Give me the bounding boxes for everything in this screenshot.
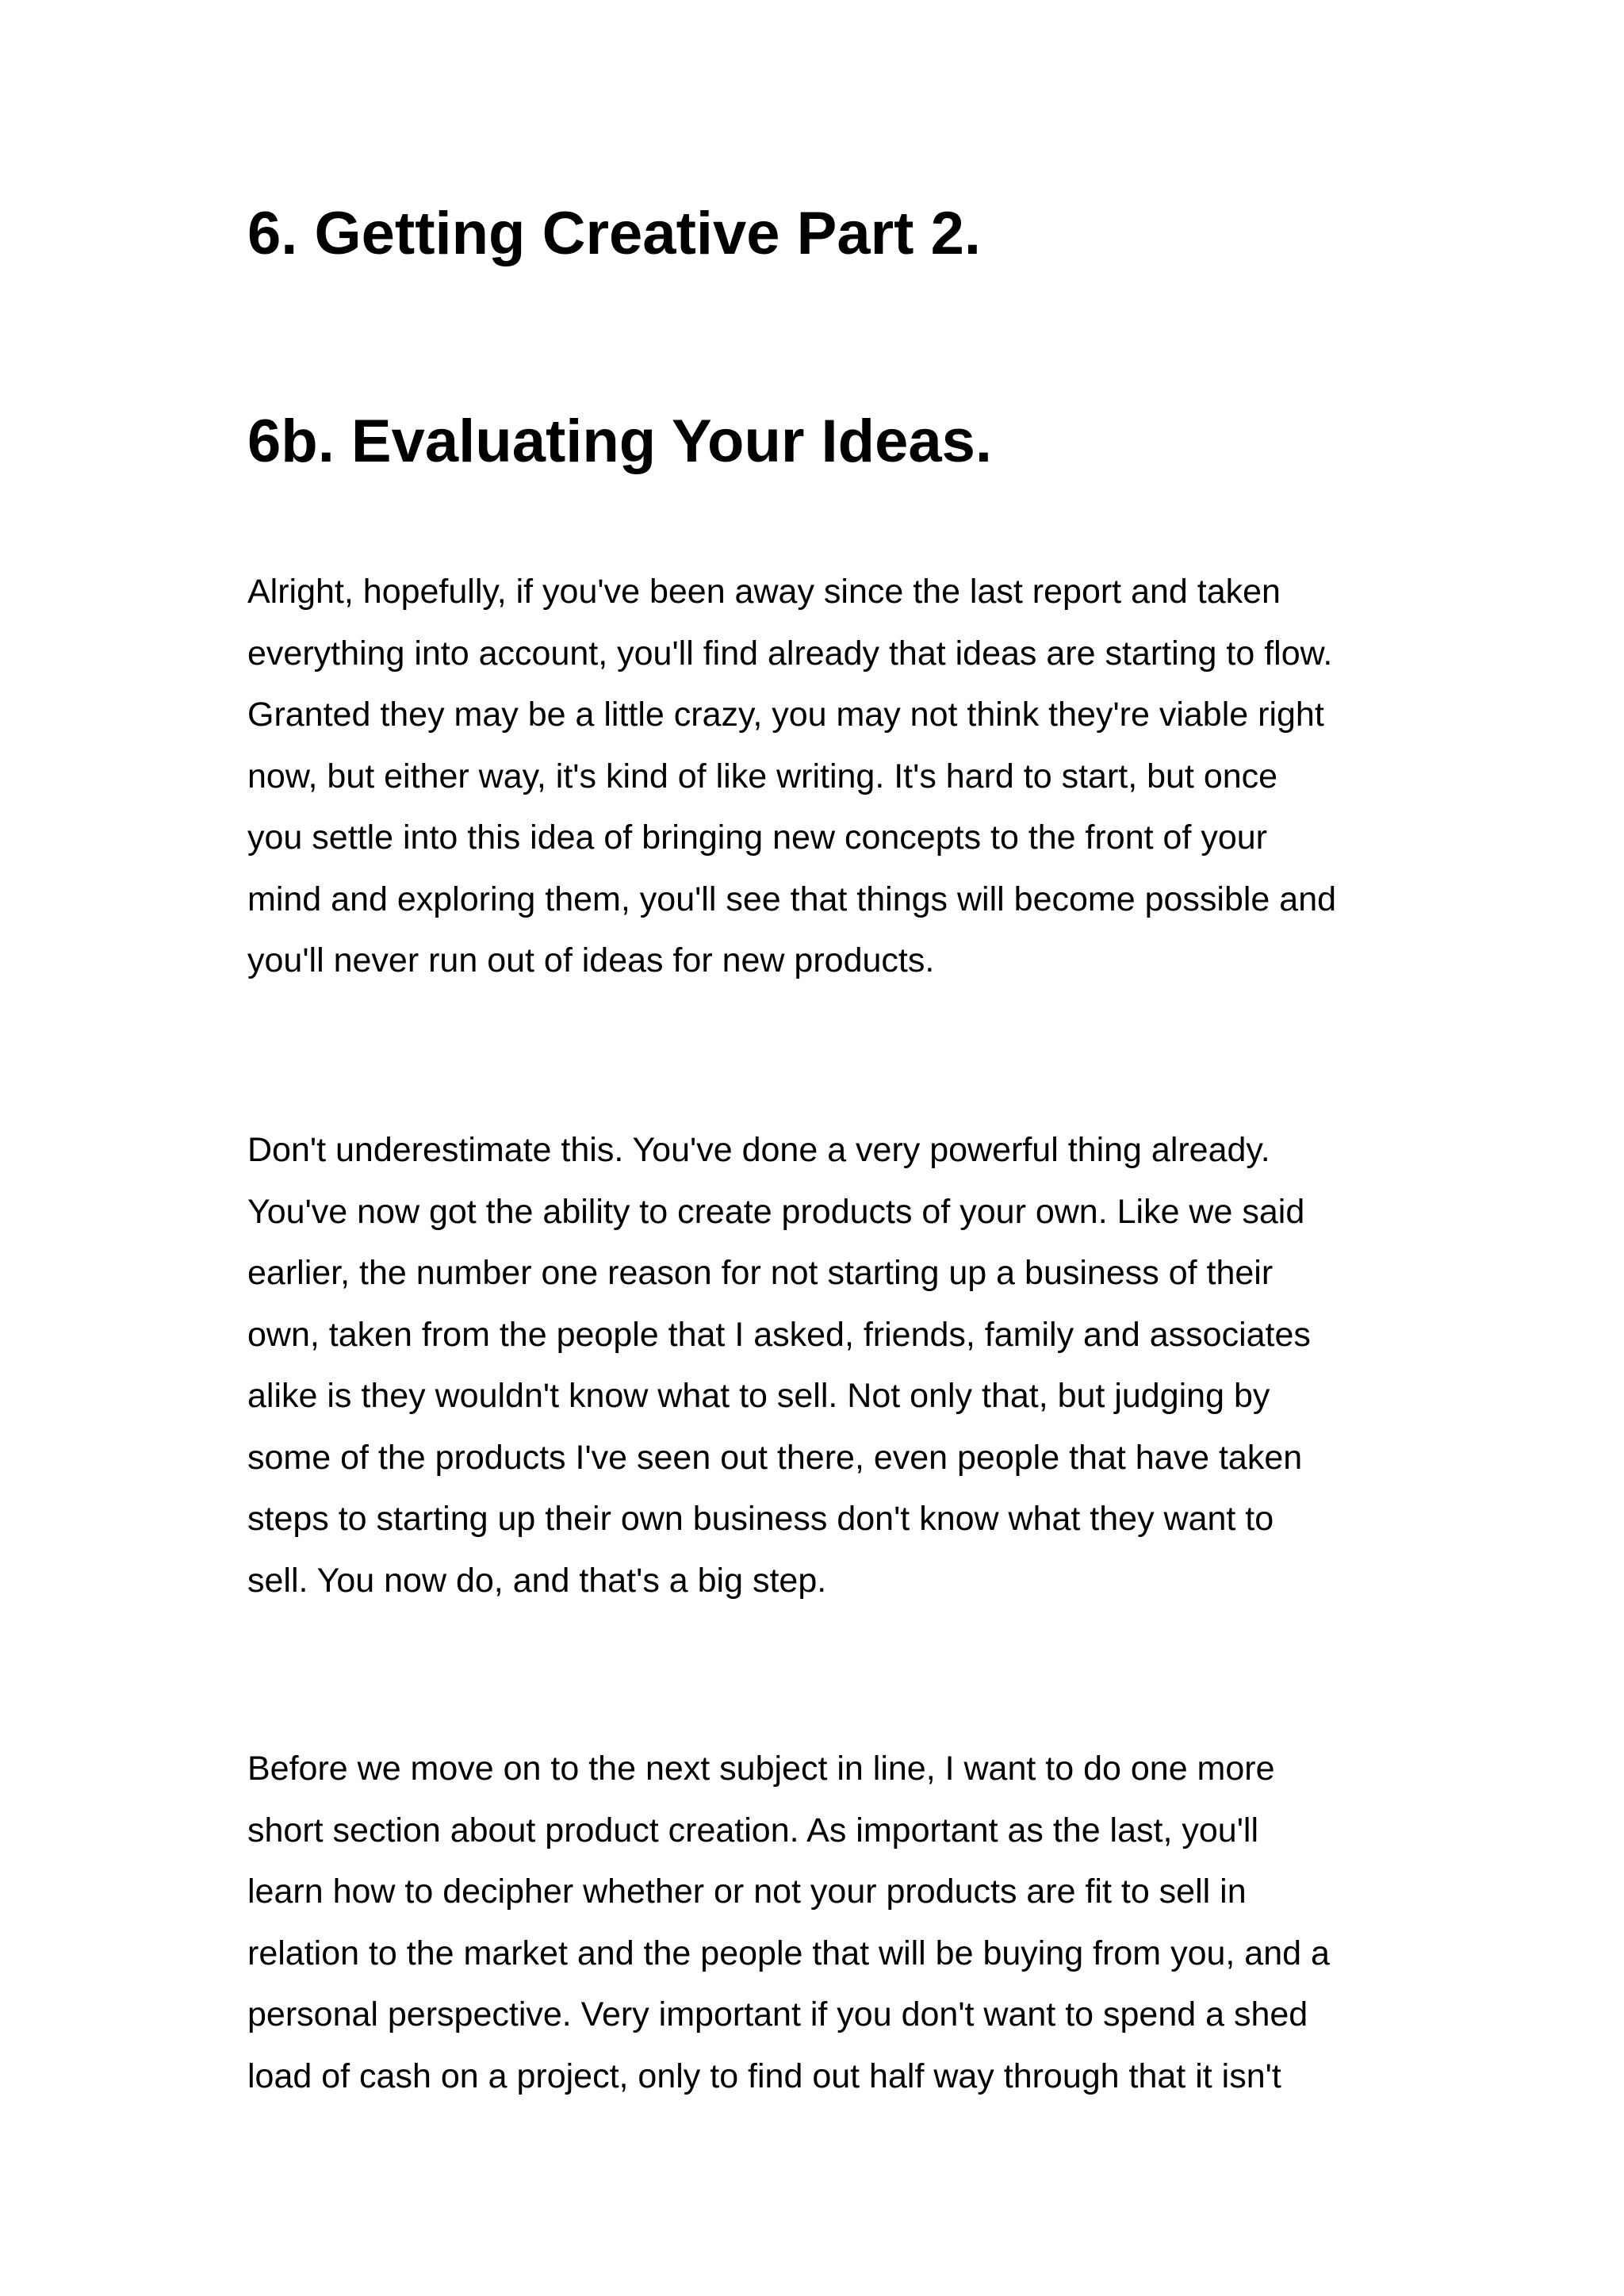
text-line: you'll never run out of ideas for new products. [247, 941, 935, 979]
chapter-heading: 6. Getting Creative Part 2. [247, 200, 981, 267]
paragraph-2 [247, 1120, 1421, 1612]
text-line: some of the products I've seen out there, even people that have taken [247, 1438, 1303, 1477]
text-line: now, but either way, it's kind of like writing. It's hard to start, but once [247, 757, 1278, 795]
section-heading: 6b. Evaluating Your Ideas. [247, 408, 993, 475]
text-line: learn how to decipher whether or not your products are fit to sell in [247, 1872, 1247, 1911]
text-line: relation to the market and the people that will be buying from you, and a [247, 1934, 1330, 1972]
text-line: load of cash on a project, only to find out half way through that it isn't [247, 2056, 1281, 2095]
text-line: Alright, hopefully, if you've been away since the last report and taken [247, 573, 1281, 611]
text-line: Don't underestimate this. You've done a very powerful thing already. [247, 1131, 1270, 1169]
text-line: You've now got the ability to create products of your own. Like we said [247, 1192, 1305, 1231]
text-line: short section about product creation. As important as the last, you'll [247, 1811, 1259, 1849]
paragraph-1 [247, 562, 1421, 992]
text-line: steps to starting up their own business don't know what they want to [247, 1500, 1274, 1538]
text-line: everything into account, you'll find already that ideas are starting to flow. [247, 634, 1333, 673]
text-line: Granted they may be a little crazy, you may not think they're viable right [247, 696, 1324, 734]
text-line: you settle into this idea of bringing new concepts to the front of your [247, 818, 1267, 857]
text-line: own, taken from the people that I asked, friends, family and associates [247, 1315, 1311, 1354]
text-line: Before we move on to the next subject in line, I want to do one more [247, 1750, 1275, 1788]
text-line: earlier, the number one reason for not starting up a business of their [247, 1254, 1274, 1292]
text-line: sell. You now do, and that's a big step. [247, 1561, 827, 1600]
text-line: personal perspective. Very important if you don't want to spend a shed [247, 1995, 1308, 2033]
text-line: mind and exploring them, you'll see that things will become possible and [247, 880, 1337, 918]
paragraph-3 [247, 1738, 1421, 2107]
text-line: alike is they wouldn't know what to sell. Not only that, but judging by [247, 1377, 1270, 1415]
